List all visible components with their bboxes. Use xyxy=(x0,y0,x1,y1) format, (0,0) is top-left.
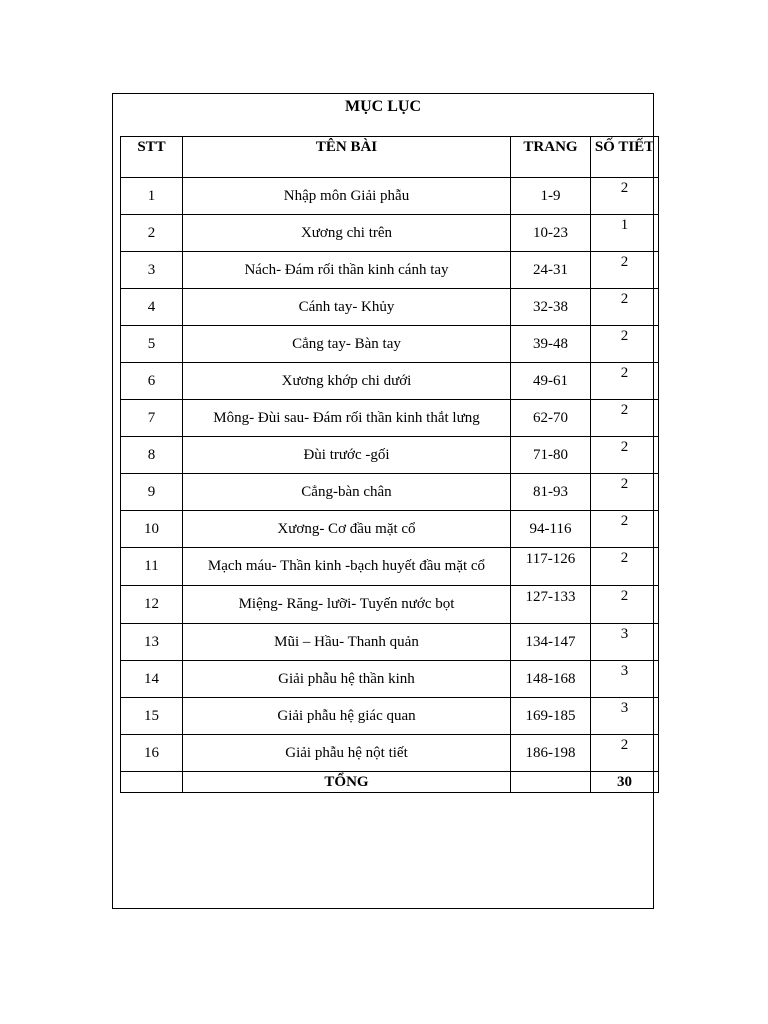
row-stt: 7 xyxy=(121,400,183,437)
row-stt: 12 xyxy=(121,586,183,624)
row-stt: 1 xyxy=(121,178,183,215)
row-ten-bai: Xương khớp chi dưới xyxy=(183,363,511,400)
row-stt: 4 xyxy=(121,289,183,326)
row-so-tiet: 2 xyxy=(591,252,659,289)
row-so-tiet: 2 xyxy=(591,735,659,772)
header-stt: STT xyxy=(121,137,183,178)
row-trang: 169-185 xyxy=(511,698,591,735)
row-so-tiet: 1 xyxy=(591,215,659,252)
row-ten-bai: Nhập môn Giải phẫu xyxy=(183,178,511,215)
row-ten-bai: Xương- Cơ đầu mặt cổ xyxy=(183,511,511,548)
header-ten-bai: TÊN BÀI xyxy=(183,137,511,178)
total-empty-cell xyxy=(511,772,591,793)
row-trang: 127-133 xyxy=(511,586,591,624)
row-trang: 94-116 xyxy=(511,511,591,548)
row-so-tiet: 2 xyxy=(591,363,659,400)
toc-body xyxy=(121,178,659,793)
table-row xyxy=(121,252,659,289)
row-trang: 10-23 xyxy=(511,215,591,252)
row-trang: 186-198 xyxy=(511,735,591,772)
row-trang: 117-126 xyxy=(511,548,591,586)
row-stt: 10 xyxy=(121,511,183,548)
table-row xyxy=(121,661,659,698)
table-row xyxy=(121,326,659,363)
row-stt: 3 xyxy=(121,252,183,289)
row-ten-bai: Miệng- Răng- lưỡi- Tuyến nước bọt xyxy=(183,586,511,624)
row-ten-bai: Mông- Đùi sau- Đám rối thần kinh thắt lưng xyxy=(183,400,511,437)
table-row xyxy=(121,624,659,661)
page-title: MỤC LỤC xyxy=(345,98,421,115)
row-ten-bai: Cẳng tay- Bàn tay xyxy=(183,326,511,363)
table-row xyxy=(121,474,659,511)
table-row xyxy=(121,548,659,586)
toc-table xyxy=(120,136,659,793)
row-so-tiet: 3 xyxy=(591,624,659,661)
row-stt: 6 xyxy=(121,363,183,400)
row-so-tiet: 2 xyxy=(591,474,659,511)
row-stt: 13 xyxy=(121,624,183,661)
row-stt: 8 xyxy=(121,437,183,474)
row-stt: 15 xyxy=(121,698,183,735)
row-so-tiet: 2 xyxy=(591,289,659,326)
row-ten-bai: Giải phẫu hệ giác quan xyxy=(183,698,511,735)
table-row xyxy=(121,215,659,252)
row-so-tiet: 2 xyxy=(591,511,659,548)
total-row xyxy=(121,772,659,793)
row-trang: 148-168 xyxy=(511,661,591,698)
row-ten-bai: Đùi trước -gối xyxy=(183,437,511,474)
row-ten-bai: Giải phẫu hệ nột tiết xyxy=(183,735,511,772)
table-row xyxy=(121,511,659,548)
row-trang: 49-61 xyxy=(511,363,591,400)
row-trang: 39-48 xyxy=(511,326,591,363)
row-so-tiet: 2 xyxy=(591,326,659,363)
row-ten-bai: Cẳng-bàn chân xyxy=(183,474,511,511)
row-so-tiet: 2 xyxy=(591,586,659,624)
row-ten-bai: Cánh tay- Khủy xyxy=(183,289,511,326)
row-ten-bai: Nách- Đám rối thần kinh cánh tay xyxy=(183,252,511,289)
table-row xyxy=(121,289,659,326)
row-trang: 81-93 xyxy=(511,474,591,511)
row-stt: 5 xyxy=(121,326,183,363)
header-trang: TRANG xyxy=(511,137,591,178)
table-row xyxy=(121,363,659,400)
total-label: TỔNG xyxy=(183,772,511,793)
header-so-tiet: SỐ TIẾT xyxy=(591,137,659,178)
row-so-tiet: 2 xyxy=(591,437,659,474)
row-trang: 32-38 xyxy=(511,289,591,326)
row-trang: 134-147 xyxy=(511,624,591,661)
table-row xyxy=(121,698,659,735)
row-ten-bai: Mạch máu- Thần kinh -bạch huyết đầu mặt cổ xyxy=(183,548,511,586)
row-stt: 9 xyxy=(121,474,183,511)
row-stt: 2 xyxy=(121,215,183,252)
row-so-tiet: 2 xyxy=(591,178,659,215)
header-row xyxy=(121,137,659,178)
row-ten-bai: Mũi – Hầu- Thanh quản xyxy=(183,624,511,661)
row-stt: 14 xyxy=(121,661,183,698)
total-value: 30 xyxy=(591,772,659,793)
row-ten-bai: Giải phẫu hệ thần kinh xyxy=(183,661,511,698)
row-trang: 24-31 xyxy=(511,252,591,289)
table-row xyxy=(121,735,659,772)
row-stt: 16 xyxy=(121,735,183,772)
row-trang: 1-9 xyxy=(511,178,591,215)
row-so-tiet: 2 xyxy=(591,548,659,586)
total-empty-cell xyxy=(121,772,183,793)
table-row xyxy=(121,586,659,624)
toc-frame xyxy=(112,93,654,909)
table-row xyxy=(121,400,659,437)
row-so-tiet: 3 xyxy=(591,661,659,698)
row-trang: 71-80 xyxy=(511,437,591,474)
row-trang: 62-70 xyxy=(511,400,591,437)
table-row xyxy=(121,178,659,215)
table-row xyxy=(121,437,659,474)
row-ten-bai: Xương chi trên xyxy=(183,215,511,252)
row-so-tiet: 3 xyxy=(591,698,659,735)
row-so-tiet: 2 xyxy=(591,400,659,437)
row-stt: 11 xyxy=(121,548,183,586)
